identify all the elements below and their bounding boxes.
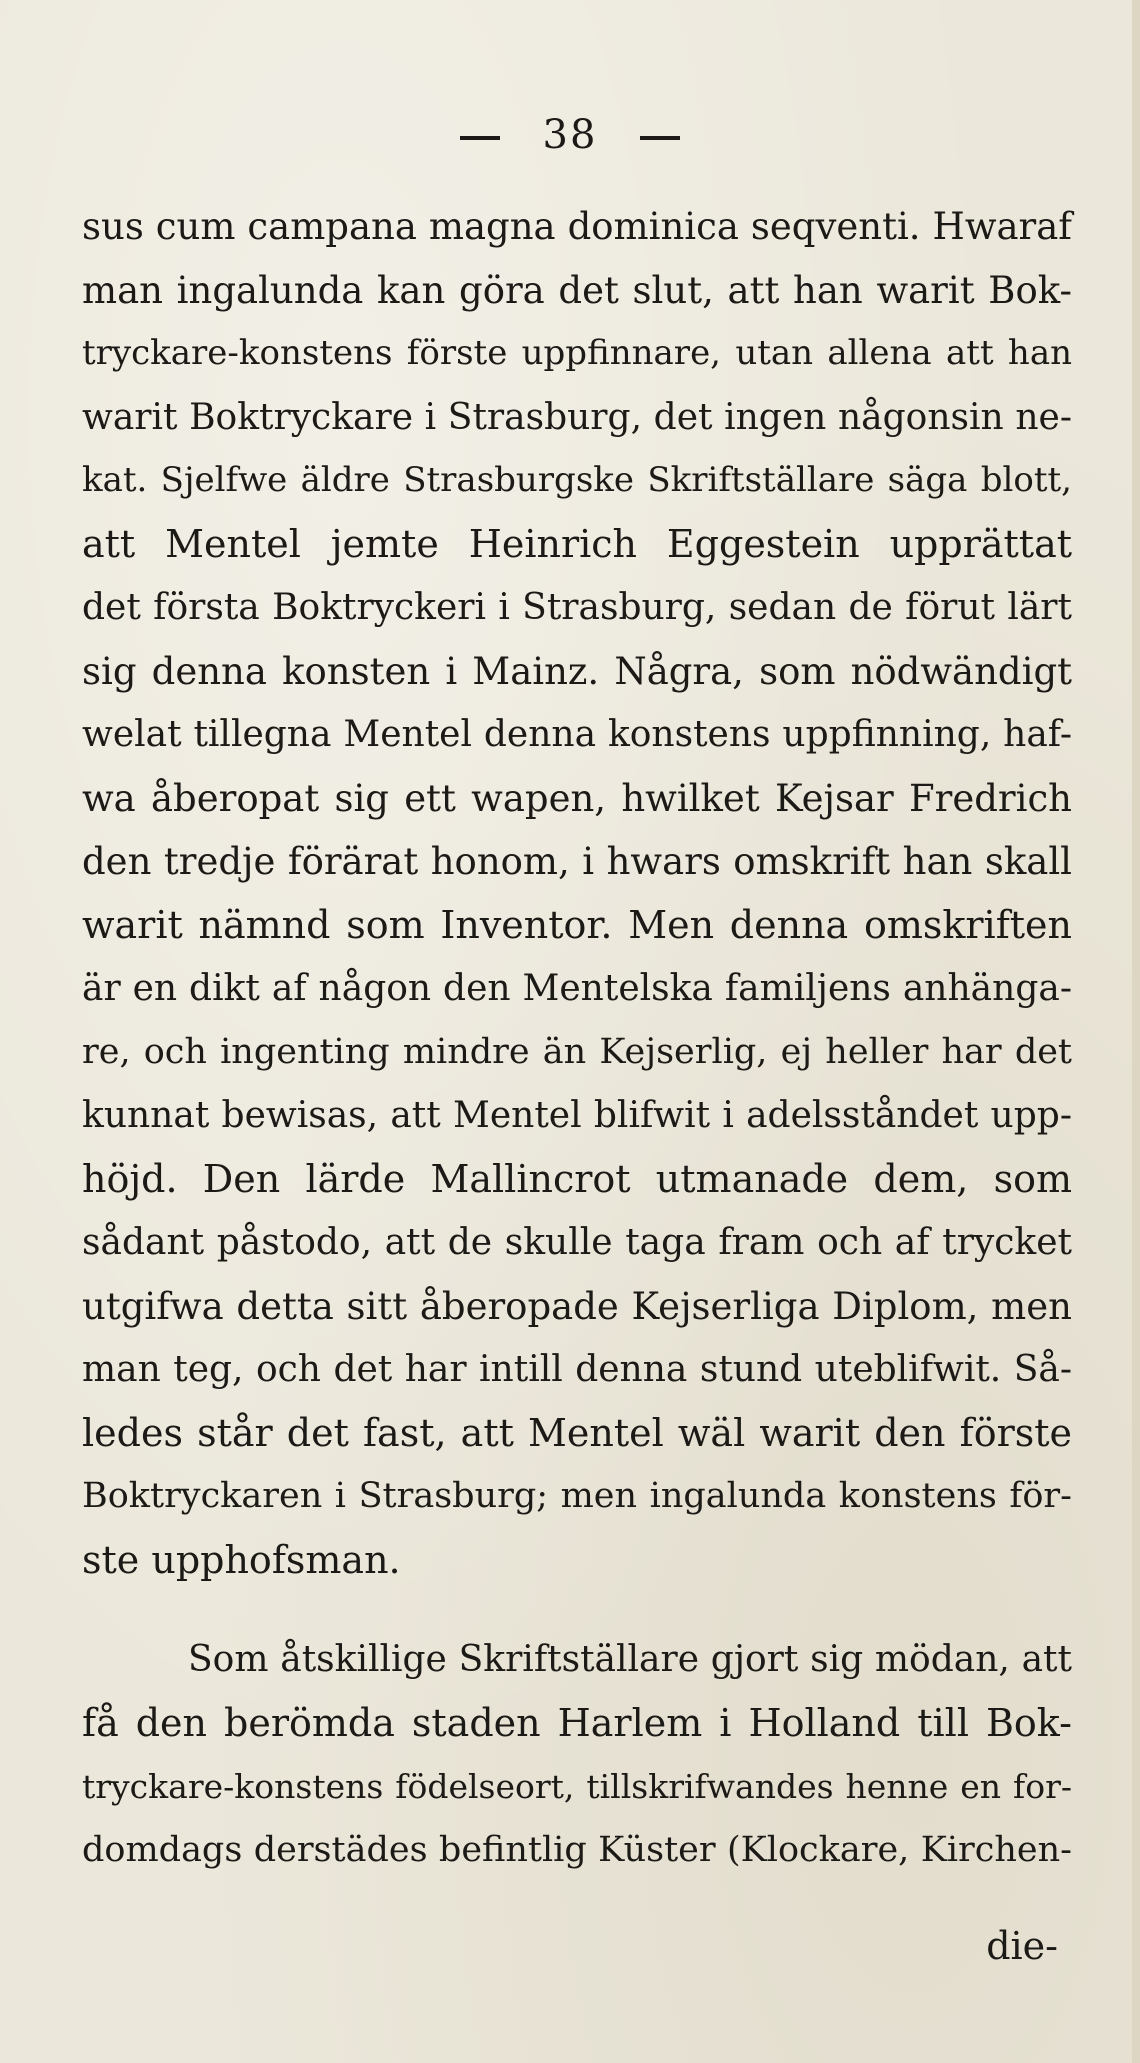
text-line: är en dikt af någon den Mentelska familjens anhänga- (82, 968, 1072, 1009)
text-line: den tredje förärat honom, i hwars omskrift han skall (82, 840, 1072, 883)
catchword: die- (986, 1924, 1058, 1968)
text-line: wa åberopat sig ett wapen, hwilket Kejsar Fredrich (82, 776, 1072, 820)
body-text (82, 195, 1072, 1882)
paragraph-1 (82, 195, 1072, 1592)
header-right-dash (640, 136, 680, 140)
text-line: få den berömda staden Harlem i Holland till Bok- (82, 1700, 1072, 1745)
text-line: re, och ingenting mindre än Kejserlig, ej heller har det (82, 1031, 1072, 1072)
text-line: det första Boktryckeri i Strasburg, sedan de förut lärt (82, 587, 1072, 628)
text-line: höjd. Den lärde Mallincrot utmanade dem, som (82, 1156, 1072, 1201)
page-number: 38 (542, 112, 598, 158)
text-line: kunnat bewisas, att Mentel blifwit i adelsståndet upp- (82, 1095, 1072, 1136)
text-line: tryckare-konstens födelseort, tillskrifwandes henne en for- (82, 1767, 1072, 1806)
text-line: Boktryckaren i Strasburg; men ingalunda konstens för- (82, 1476, 1072, 1516)
text-line: man ingalunda kan göra det slut, att han warit Bok- (82, 268, 1072, 312)
header-left-dash (460, 136, 500, 140)
text-line: ste upphofsman. (82, 1537, 401, 1582)
text-line: sus cum campana magna dominica seqventi. Hwaraf (82, 205, 1072, 248)
text-line: Som åtskillige Skriftställare gjort sig mödan, att (188, 1639, 1072, 1680)
text-line: warit nämnd som Inventor. Men denna omskriften (82, 902, 1072, 947)
page-edge-shadow (1132, 0, 1140, 2063)
page-header (0, 112, 1140, 158)
text-line: domdags derstädes befintlig Küster (Klockare, Kirchen- (82, 1829, 1072, 1870)
text-line: welat tillegna Mentel denna konstens uppfinning, haf- (82, 714, 1072, 755)
text-line: att Mentel jemte Heinrich Eggestein upprättat (82, 521, 1072, 566)
paragraph-2 (82, 1628, 1072, 1882)
text-line: ledes står det fast, att Mentel wäl warit den förste (82, 1410, 1072, 1455)
text-line: tryckare-konstens förste uppfinnare, utan allena att han (82, 333, 1072, 373)
text-line: warit Boktryckare i Strasburg, det ingen någonsin ne- (82, 396, 1072, 438)
text-line: kat. Sjelfwe äldre Strasburgske Skriftställare säga blott, (82, 460, 1072, 500)
text-line: sig denna konsten i Mainz. Några, som nödwändigt (82, 649, 1072, 693)
text-line: man teg, och det har intill denna stund uteblifwit. Så- (82, 1349, 1072, 1390)
text-line: utgifwa detta sitt åberopade Kejserliga Diplom, men (82, 1284, 1072, 1328)
paragraph-gap (82, 1592, 1072, 1628)
text-line: sådant påstodo, att de skulle taga fram och af trycket (82, 1222, 1072, 1263)
